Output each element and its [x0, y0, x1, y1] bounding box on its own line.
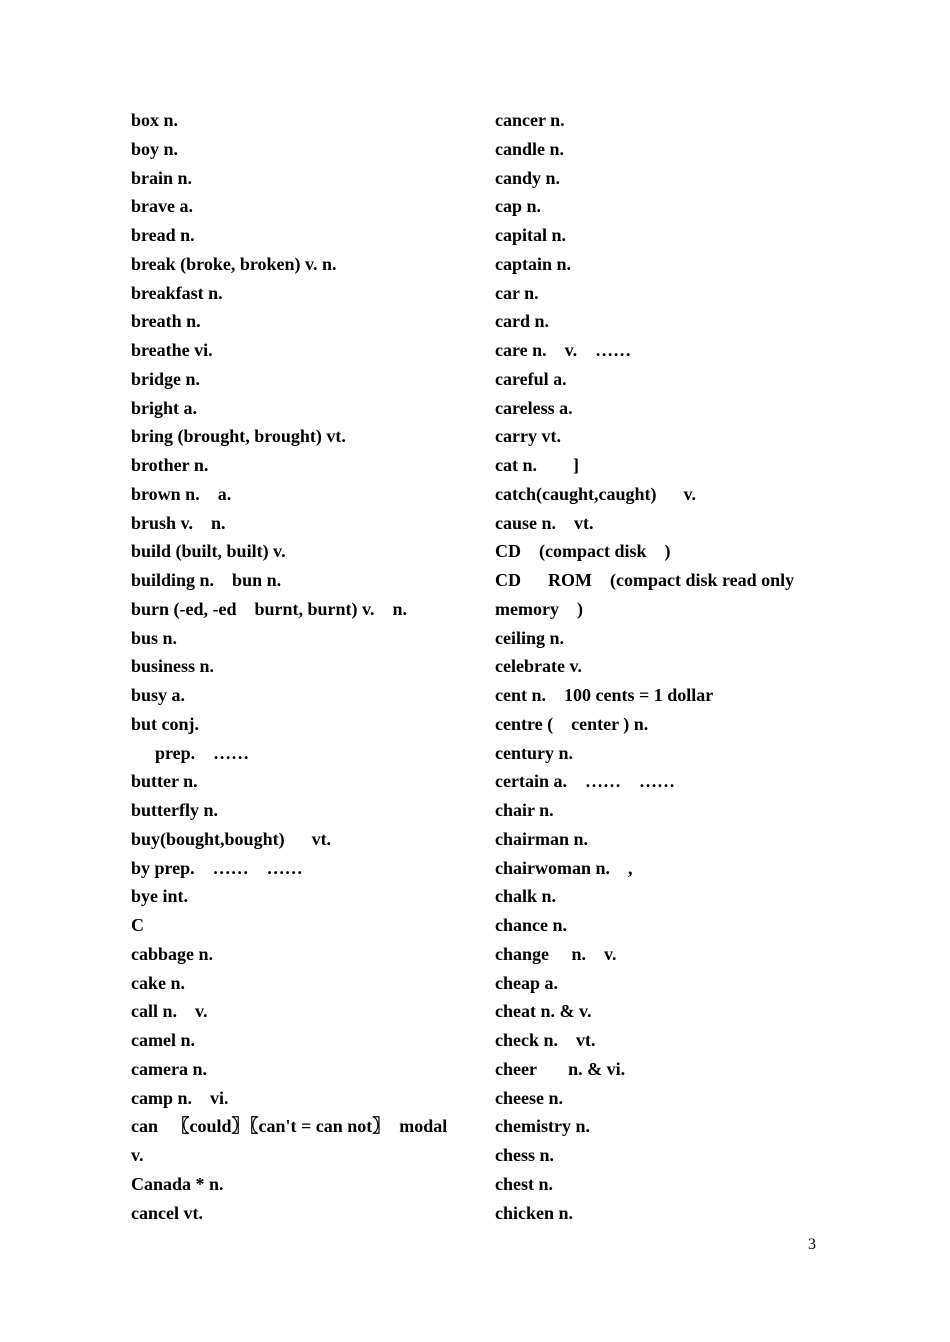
word-entry: cheer n. & vi.	[495, 1058, 626, 1079]
word-entry: century n.	[495, 742, 573, 763]
word-entry: boy n.	[131, 138, 179, 159]
word-entry: business n.	[131, 656, 215, 677]
word-entry: camel n.	[131, 1030, 195, 1050]
word-entry: careless a.	[495, 397, 573, 418]
word-entry: cat n. ]	[495, 455, 579, 475]
word-entry: cancer n.	[495, 110, 565, 130]
word-entry: bye int.	[131, 886, 189, 907]
word-entry: building n. bun n.	[131, 570, 282, 590]
word-entry: prep. ……	[155, 742, 250, 763]
word-entry: breakfast n.	[131, 282, 223, 303]
word-entry: cap n.	[495, 196, 542, 217]
word-entry: break (broke, broken) v. n.	[131, 253, 337, 274]
word-entry: chemistry n.	[495, 1116, 590, 1137]
word-entry: careful a.	[495, 368, 567, 389]
word-entry: chalk n.	[495, 886, 557, 907]
word-entry: call n. v.	[131, 1001, 208, 1022]
word-entry: cabbage n.	[131, 943, 214, 964]
word-entry: bridge n.	[131, 368, 201, 389]
word-entry: care n. v. ……	[495, 340, 632, 360]
word-entry: cheat n. & v.	[495, 1001, 592, 1022]
word-entry: cheap a.	[495, 972, 558, 993]
word-entry: cheese n.	[495, 1087, 563, 1108]
word-entry: captain n.	[495, 253, 572, 274]
word-entry: C	[131, 915, 144, 935]
word-entry: chair n.	[495, 800, 554, 820]
page-number: 3	[808, 1236, 816, 1253]
word-entry: butterfly n.	[131, 800, 218, 820]
word-entry: check n. vt.	[495, 1030, 596, 1050]
word-entry: candy n.	[495, 167, 561, 188]
word-entry: buy(bought,bought) vt.	[131, 828, 332, 849]
word-entry: camp n. vi.	[131, 1087, 229, 1108]
word-entry: certain a. …… ……	[495, 771, 675, 792]
word-entry: chicken n.	[495, 1202, 574, 1223]
word-entry: box n.	[131, 110, 179, 130]
word-entry: cause n. vt.	[495, 512, 594, 533]
word-entry: brain n.	[131, 167, 193, 188]
word-entry: bus n.	[131, 627, 178, 648]
word-entry: cent n. 100 cents = 1 dollar	[495, 685, 714, 705]
word-entry: breathe vi.	[131, 340, 213, 360]
word-entry: capital n.	[495, 225, 567, 245]
word-entry: cancel vt.	[131, 1202, 203, 1223]
word-entry: CD (compact disk )	[495, 541, 671, 562]
word-entry: memory )	[495, 598, 583, 619]
word-entry: Canada * n.	[131, 1173, 224, 1194]
left-word-column	[131, 106, 471, 1227]
word-entry: celebrate v.	[495, 656, 582, 677]
word-entry: butter n.	[131, 771, 198, 792]
word-entry: carry vt.	[495, 426, 561, 447]
word-entry: chairwoman n. ,	[495, 857, 633, 878]
word-entry: chairman n.	[495, 828, 589, 849]
word-entry: burn (-ed, -ed burnt, burnt) v. n.	[131, 598, 408, 619]
word-entry: car n.	[495, 282, 539, 303]
word-entry: cake n.	[131, 972, 185, 993]
word-entry: centre ( center ) n.	[495, 713, 649, 734]
word-entry: by prep. …… ……	[131, 857, 303, 878]
word-entry: CD ROM (compact disk read only	[495, 570, 795, 590]
word-entry: brown n. a.	[131, 483, 232, 504]
word-entry: breath n.	[131, 311, 201, 332]
word-entry: busy a.	[131, 685, 186, 705]
word-entry: brother n.	[131, 455, 209, 475]
word-entry: can 〖could〗〖can't = can not〗 modal	[131, 1116, 448, 1137]
word-entry: bright a.	[131, 397, 198, 418]
word-entry: chest n.	[495, 1173, 553, 1194]
word-entry: bring (brought, brought) vt.	[131, 426, 346, 447]
word-entry: ceiling n.	[495, 627, 565, 648]
word-entry: camera n.	[131, 1058, 207, 1079]
word-entry: catch(caught,caught) v.	[495, 483, 696, 504]
word-entry: card n.	[495, 311, 549, 332]
word-entry: v.	[131, 1145, 144, 1165]
word-entry: chess n.	[495, 1145, 555, 1165]
right-word-column	[495, 106, 835, 1227]
word-entry: brush v. n.	[131, 512, 226, 533]
word-entry: bread n.	[131, 225, 195, 245]
word-entry: chance n.	[495, 915, 567, 935]
word-entry: brave a.	[131, 196, 193, 217]
word-entry: build (built, built) v.	[131, 541, 286, 562]
word-entry: but conj.	[131, 713, 200, 734]
word-entry: candle n.	[495, 138, 565, 159]
word-entry: change n. v.	[495, 943, 617, 964]
